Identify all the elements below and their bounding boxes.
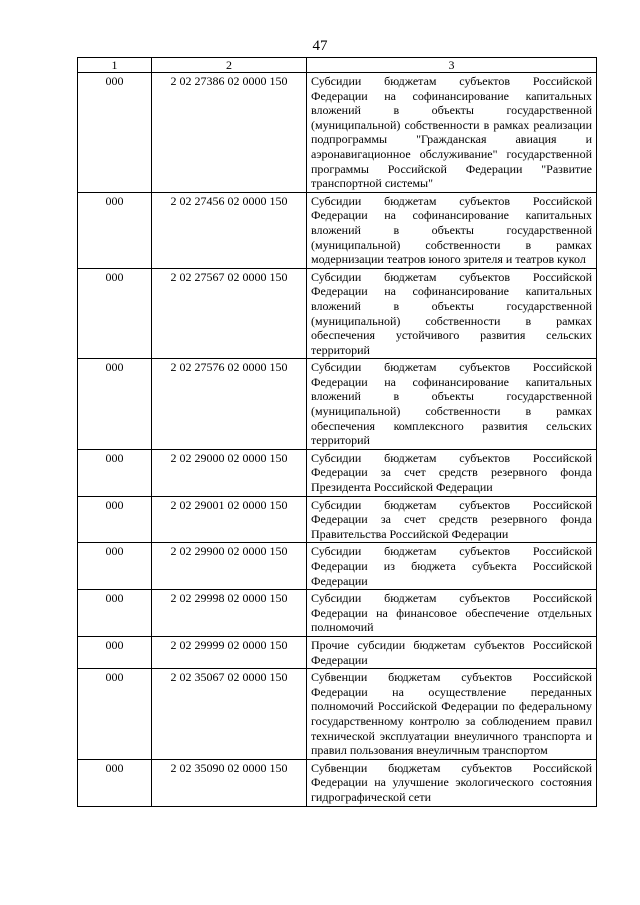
column-header-1: 1 [78, 58, 152, 73]
table-row [78, 268, 597, 359]
revenue-name-cell: Субсидии бюджетам субъектов Российской Федерации за счет средств резервного фонда Правительства Российской Федерации [307, 496, 597, 543]
revenue-code-cell: 2 02 27386 02 0000 150 [152, 73, 307, 193]
table-row [78, 496, 597, 543]
admin-code-cell: 000 [78, 759, 152, 806]
table-row [78, 359, 597, 450]
table-row [78, 759, 597, 806]
table-row [78, 192, 597, 268]
table-header-row [78, 58, 597, 73]
revenue-name-cell: Субвенции бюджетам субъектов Российской Федерации на улучшение экологического состояния гидрографической сети [307, 759, 597, 806]
revenue-code-cell: 2 02 29900 02 0000 150 [152, 543, 307, 590]
revenue-code-cell: 2 02 29001 02 0000 150 [152, 496, 307, 543]
budget-classification-table [77, 57, 597, 807]
revenue-code-cell: 2 02 27576 02 0000 150 [152, 359, 307, 450]
revenue-code-cell: 2 02 35090 02 0000 150 [152, 759, 307, 806]
revenue-name-cell: Прочие субсидии бюджетам субъектов Российской Федерации [307, 636, 597, 668]
revenue-code-cell: 2 02 27456 02 0000 150 [152, 192, 307, 268]
admin-code-cell: 000 [78, 192, 152, 268]
revenue-code-cell: 2 02 35067 02 0000 150 [152, 669, 307, 760]
revenue-code-cell: 2 02 29999 02 0000 150 [152, 636, 307, 668]
revenue-name-cell: Субсидии бюджетам субъектов Российской Федерации на софинансирование капитальных вложений в объекты государственной (муниципальной) собственности в рамках обеспечения комплексного развития сельских территорий [307, 359, 597, 450]
revenue-name-cell: Субсидии бюджетам субъектов Российской Федерации на софинансирование капитальных вложений в объекты государственной (муниципальной) собственности в рамках модернизации театров юного зрителя и театров кукол [307, 192, 597, 268]
revenue-code-cell: 2 02 29998 02 0000 150 [152, 590, 307, 637]
page-number: 47 [312, 38, 328, 54]
admin-code-cell: 000 [78, 636, 152, 668]
table-row [78, 543, 597, 590]
admin-code-cell: 000 [78, 590, 152, 637]
revenue-code-cell: 2 02 29000 02 0000 150 [152, 449, 307, 496]
revenue-name-cell: Субсидии бюджетам субъектов Российской Федерации на софинансирование капитальных вложений в объекты государственной (муниципальной) собственности в рамках обеспечения устойчивого развития сельских территорий [307, 268, 597, 359]
column-header-2: 2 [152, 58, 307, 73]
table-row [78, 449, 597, 496]
table-row [78, 636, 597, 668]
revenue-name-cell: Субсидии бюджетам субъектов Российской Федерации на финансовое обеспечение отдельных полномочий [307, 590, 597, 637]
admin-code-cell: 000 [78, 496, 152, 543]
table-row [78, 73, 597, 193]
revenue-name-cell: Субсидии бюджетам субъектов Российской Федерации за счет средств резервного фонда Президента Российской Федерации [307, 449, 597, 496]
revenue-code-cell: 2 02 27567 02 0000 150 [152, 268, 307, 359]
column-header-3: 3 [307, 58, 597, 73]
revenue-name-cell: Субвенции бюджетам субъектов Российской Федерации на осуществление переданных полномочий Российской Федерации по федеральному государственному контролю за соблюдением правил технической эксплуатации внеуличного транспорта и правил пользования внеуличным транспортом [307, 669, 597, 760]
admin-code-cell: 000 [78, 449, 152, 496]
admin-code-cell: 000 [78, 543, 152, 590]
admin-code-cell: 000 [78, 73, 152, 193]
table-row [78, 590, 597, 637]
admin-code-cell: 000 [78, 268, 152, 359]
revenue-name-cell: Субсидии бюджетам субъектов Российской Федерации на софинансирование капитальных вложений в объекты государственной (муниципальной) собственности в рамках реализации подпрограммы "Гражданская авиация и аэронавигационное обслуживание" государственной программы Российской Федерации "Развитие транспортной системы" [307, 73, 597, 193]
table-row [78, 669, 597, 760]
admin-code-cell: 000 [78, 669, 152, 760]
admin-code-cell: 000 [78, 359, 152, 450]
revenue-name-cell: Субсидии бюджетам субъектов Российской Федерации из бюджета субъекта Российской Федерации [307, 543, 597, 590]
